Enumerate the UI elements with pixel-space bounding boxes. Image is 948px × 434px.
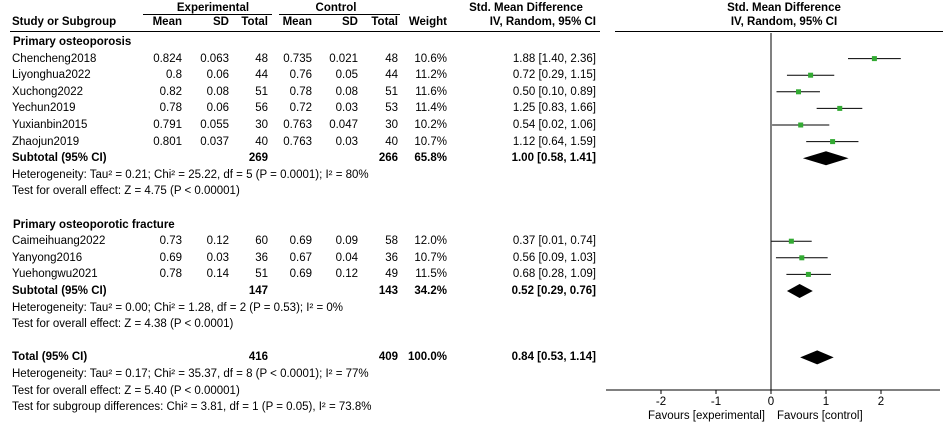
header-c-sd: SD bbox=[342, 16, 358, 28]
c-mean: 0.69 bbox=[289, 268, 312, 281]
c-sd: 0.047 bbox=[329, 119, 358, 131]
point-estimate-marker bbox=[872, 56, 877, 61]
study-name: Caimeihuang2022 bbox=[12, 235, 106, 248]
weight: 11.6% bbox=[415, 85, 447, 98]
ci-text: 1.88 [1.40, 2.36] bbox=[512, 52, 596, 65]
weight: 11.4% bbox=[415, 102, 447, 115]
total-e-total: 416 bbox=[248, 351, 268, 364]
e-mean: 0.69 bbox=[159, 251, 182, 264]
c-mean: 0.78 bbox=[289, 85, 312, 98]
e-sd: 0.06 bbox=[206, 102, 229, 115]
e-total: 40 bbox=[255, 135, 268, 148]
group-title: Primary osteoporosis bbox=[13, 36, 132, 48]
e-total: 56 bbox=[255, 102, 268, 115]
c-sd: 0.09 bbox=[335, 235, 358, 248]
header-e-sd: SD bbox=[213, 16, 229, 28]
point-estimate-marker bbox=[830, 139, 835, 144]
x-tick-label: -2 bbox=[655, 396, 667, 408]
e-sd: 0.037 bbox=[200, 135, 229, 148]
x-tick-label: 2 bbox=[877, 396, 885, 408]
weight: 12.0% bbox=[414, 235, 447, 248]
favours-control-label: Favours [control] bbox=[777, 410, 863, 422]
weight: 10.7% bbox=[414, 251, 447, 264]
e-mean: 0.791 bbox=[153, 119, 182, 131]
total-c-total: 409 bbox=[378, 351, 398, 364]
e-sd: 0.03 bbox=[206, 251, 229, 264]
point-estimate-marker bbox=[806, 272, 811, 277]
c-total: 44 bbox=[385, 69, 398, 82]
overall-effect-text: Test for overall effect: Z = 4.75 (P < 0.00001) bbox=[12, 185, 240, 198]
e-mean: 0.82 bbox=[159, 85, 182, 98]
e-sd: 0.055 bbox=[200, 119, 229, 131]
e-total: 30 bbox=[255, 119, 268, 131]
favours-experimental-label: Favours [experimental] bbox=[648, 410, 765, 422]
c-sd: 0.04 bbox=[335, 251, 358, 264]
ci-text: 0.50 [0.10, 0.89] bbox=[512, 85, 596, 98]
weight: 10.2% bbox=[414, 119, 447, 131]
c-mean: 0.72 bbox=[289, 102, 312, 115]
pooled-estimate-diamond bbox=[787, 284, 813, 298]
e-mean: 0.78 bbox=[159, 102, 182, 115]
e-mean: 0.8 bbox=[166, 69, 182, 82]
weight: 11.5% bbox=[415, 268, 447, 281]
ci-text: 1.25 [0.83, 1.66] bbox=[512, 102, 596, 115]
weight: 10.7% bbox=[414, 135, 447, 148]
total-weight: 100.0% bbox=[407, 351, 447, 364]
study-name: Liyonghua2022 bbox=[12, 69, 91, 82]
study-name: Yuehongwu2021 bbox=[12, 268, 98, 281]
heterogeneity-text: Heterogeneity: Tau² = 0.00; Chi² = 1.28, df = 2 (P = 0.53); I² = 0% bbox=[12, 301, 344, 314]
subtotal-label: Subtotal (95% CI) bbox=[12, 285, 107, 297]
header-method-plot: IV, Random, 95% CI bbox=[730, 16, 838, 28]
ci-text: 0.56 [0.09, 1.03] bbox=[512, 251, 596, 264]
c-sd: 0.03 bbox=[335, 102, 358, 115]
point-estimate-marker bbox=[796, 89, 801, 94]
study-name: Yanyong2016 bbox=[12, 251, 83, 264]
c-mean: 0.735 bbox=[283, 52, 312, 65]
c-sd: 0.021 bbox=[329, 52, 358, 65]
e-mean: 0.73 bbox=[159, 235, 182, 248]
heterogeneity-text: Heterogeneity: Tau² = 0.21; Chi² = 25.22, df = 5 (P = 0.0001); I² = 80% bbox=[12, 168, 369, 181]
e-mean: 0.824 bbox=[153, 52, 182, 65]
point-estimate-marker bbox=[837, 106, 842, 111]
header-smd-plot: Std. Mean Difference bbox=[727, 2, 841, 14]
point-estimate-marker bbox=[808, 73, 813, 78]
c-sd: 0.05 bbox=[335, 69, 358, 82]
ci-text: 0.68 [0.28, 1.09] bbox=[512, 268, 596, 281]
footer-overall-effect: Test for overall effect: Z = 5.40 (P < 0.00001) bbox=[12, 384, 240, 397]
c-total: 48 bbox=[385, 52, 398, 65]
header-control: Control bbox=[315, 2, 357, 14]
subtotal-weight: 65.8% bbox=[414, 152, 447, 165]
study-name: Yechun2019 bbox=[12, 102, 76, 115]
x-tick-label: -1 bbox=[710, 396, 722, 408]
c-total: 51 bbox=[385, 85, 398, 98]
c-sd: 0.08 bbox=[335, 85, 358, 98]
subtotal-e-total: 147 bbox=[248, 285, 268, 297]
subtotal-ci: 0.52 [0.29, 0.76] bbox=[511, 285, 596, 297]
group-title: Primary osteoporotic fracture bbox=[13, 218, 175, 231]
e-sd: 0.063 bbox=[200, 52, 229, 65]
header-experimental: Experimental bbox=[176, 2, 250, 14]
header-c-mean: Mean bbox=[282, 16, 312, 28]
c-mean: 0.67 bbox=[289, 251, 312, 264]
study-name: Chencheng2018 bbox=[12, 52, 97, 65]
e-total: 51 bbox=[255, 85, 268, 98]
point-estimate-marker bbox=[799, 255, 804, 260]
e-total: 36 bbox=[255, 251, 268, 264]
e-total: 44 bbox=[255, 69, 268, 82]
total-ci: 0.84 [0.53, 1.14] bbox=[511, 351, 596, 364]
subtotal-e-total: 269 bbox=[248, 152, 268, 165]
header-method: IV, Random, 95% CI bbox=[489, 16, 596, 28]
header-c-total: Total bbox=[371, 16, 398, 28]
subtotal-c-total: 143 bbox=[378, 285, 398, 297]
e-sd: 0.06 bbox=[206, 69, 229, 82]
footer-subgroup-test: Test for subgroup differences: Chi² = 3.81, df = 1 (P = 0.05), I² = 73.8% bbox=[12, 401, 372, 414]
ci-text: 1.12 [0.64, 1.59] bbox=[512, 135, 596, 148]
weight: 11.2% bbox=[415, 69, 447, 82]
c-total: 49 bbox=[385, 268, 398, 281]
c-total: 53 bbox=[385, 102, 398, 115]
e-total: 48 bbox=[255, 52, 268, 65]
ci-text: 0.54 [0.02, 1.06] bbox=[512, 119, 596, 131]
subtotal-label: Subtotal (95% CI) bbox=[12, 152, 107, 165]
c-total: 30 bbox=[385, 119, 398, 131]
c-total: 36 bbox=[385, 251, 398, 264]
x-tick-label: 0 bbox=[767, 396, 775, 408]
header-study: Study or Subgroup bbox=[12, 16, 117, 28]
c-mean: 0.763 bbox=[283, 135, 312, 148]
header-weight: Weight bbox=[408, 16, 447, 28]
c-mean: 0.69 bbox=[289, 235, 312, 248]
overall-effect-text: Test for overall effect: Z = 4.38 (P < 0.0001) bbox=[12, 318, 234, 331]
point-estimate-marker bbox=[789, 239, 794, 244]
point-estimate-marker bbox=[798, 123, 803, 128]
header-e-total: Total bbox=[241, 16, 268, 28]
ci-text: 0.37 [0.01, 0.74] bbox=[512, 235, 596, 248]
total-label: Total (95% CI) bbox=[12, 351, 88, 364]
pooled-estimate-diamond bbox=[803, 151, 849, 165]
c-mean: 0.76 bbox=[289, 69, 312, 82]
ci-text: 0.72 [0.29, 1.15] bbox=[512, 69, 596, 82]
e-total: 51 bbox=[255, 268, 268, 281]
e-sd: 0.08 bbox=[206, 85, 229, 98]
c-total: 58 bbox=[385, 235, 398, 248]
weight: 10.6% bbox=[414, 52, 447, 65]
c-sd: 0.03 bbox=[335, 135, 358, 148]
header-e-mean: Mean bbox=[152, 16, 182, 28]
subtotal-weight: 34.2% bbox=[414, 285, 447, 297]
c-mean: 0.763 bbox=[283, 119, 312, 131]
study-name: Zhaojun2019 bbox=[12, 135, 80, 148]
c-sd: 0.12 bbox=[335, 268, 358, 281]
e-mean: 0.801 bbox=[153, 135, 182, 148]
e-mean: 0.78 bbox=[159, 268, 182, 281]
e-total: 60 bbox=[255, 235, 268, 248]
e-sd: 0.14 bbox=[206, 268, 229, 281]
footer-heterogeneity: Heterogeneity: Tau² = 0.17; Chi² = 35.37, df = 8 (P < 0.0001); I² = 77% bbox=[12, 368, 369, 380]
study-name: Xuchong2022 bbox=[12, 85, 83, 98]
e-sd: 0.12 bbox=[206, 235, 229, 248]
header-smd: Std. Mean Difference bbox=[469, 2, 583, 14]
subtotal-ci: 1.00 [0.58, 1.41] bbox=[511, 152, 596, 165]
pooled-estimate-diamond bbox=[800, 350, 834, 364]
study-name: Yuxianbin2015 bbox=[12, 119, 88, 131]
x-tick-label: 1 bbox=[822, 396, 830, 408]
c-total: 40 bbox=[385, 135, 398, 148]
subtotal-c-total: 266 bbox=[378, 152, 398, 165]
